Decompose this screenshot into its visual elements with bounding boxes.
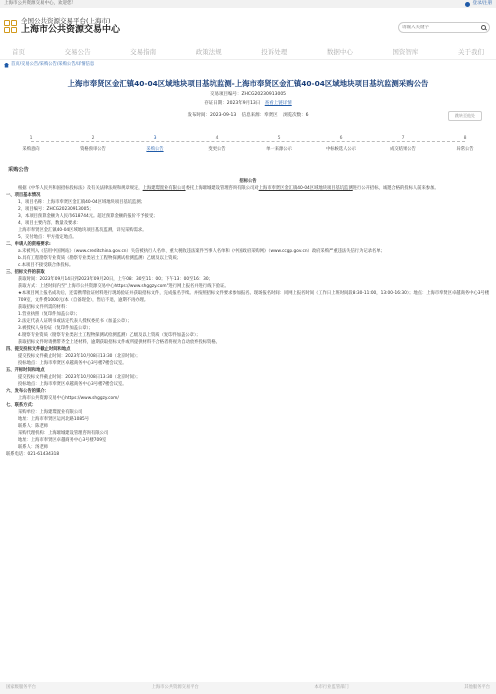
- project-code: 交易项目编号：ZHCG20230913005: [209, 92, 287, 98]
- heading-4: 四、提交投标文件截止时间和地点: [6, 347, 71, 352]
- text-line: 上海市奉贤区金汇镇40-04区域地块项目基坑监测，详见采购需求。: [18, 228, 147, 233]
- publish-time: 发布时间：2023-09-13: [187, 112, 237, 118]
- top-bar: [0, 0, 496, 8]
- home-icon[interactable]: [4, 63, 9, 68]
- heading-1: 一、项目基本情况: [6, 193, 41, 198]
- info-source: 信息来源：奉贤区: [241, 112, 278, 118]
- user-icon: [465, 2, 470, 7]
- search-icon[interactable]: [481, 25, 486, 30]
- text-line: 联系人：汤老师: [18, 445, 49, 450]
- heading-5: 五、开标时间和地点: [6, 368, 45, 373]
- text-line: 4.勘察专业资质（勘察专业类岩土工程物探测试检测监测）乙级及以上资质（复印件加盖公章）；: [18, 333, 201, 338]
- step-8[interactable]: 8 异常公告: [456, 135, 474, 153]
- text-line: 获取方式：上述时间内至"上海市公共资源交易中心https://www.shggzy.com"进行网上报名并进行线下验证。: [18, 284, 229, 289]
- footer-link-national[interactable]: 国家级服务平台: [6, 685, 37, 691]
- text-line: b.具有工程勘察专业资质（勘察专业类岩土工程物探测试检测监测）乙级及以上资质；: [18, 256, 182, 261]
- site-header: [0, 8, 496, 46]
- step-7[interactable]: 7 成交结果公告: [390, 135, 416, 153]
- main-nav: [0, 46, 496, 60]
- step-3[interactable]: 3 采购公告: [146, 135, 164, 153]
- deposit-info: [0, 101, 496, 107]
- process-steps: [0, 135, 496, 159]
- heading-2: 二、申请人的资格要求:: [6, 242, 51, 247]
- text-line: 采购代理机构：上海璀城建设管理咨询有限公司: [18, 431, 109, 436]
- heading-6: 六、发布公告的媒介：: [6, 389, 49, 394]
- text-line: 2、项目编号：ZHCG20230913005；: [18, 207, 94, 212]
- text-line: 投标地点：上海市奉贤区卓越商务中心3号楼7楼会议室。: [18, 382, 127, 387]
- nav-complaints[interactable]: 投诉处理: [261, 48, 288, 57]
- nav-about[interactable]: 关于我们: [457, 48, 484, 57]
- site-logo[interactable]: [4, 17, 120, 36]
- nav-data-center[interactable]: 数据中心: [326, 48, 353, 57]
- text-line: 2.法定代表人证明书或法定代表人授权委托书（加盖公章）；: [18, 319, 132, 324]
- text-line: ★本项目网上报名成功后，还需携带验证材料进行现场验证并获取招标文件，完成报名手续。并按照招标文件要求参加报名。现场报名时间：同网上报名时间（工作日上班时间段8:30-11:00，13:00-16:30）；地点：上海市奉贤区卓越商务中心3号楼709室，文件费1000元/本（自备现金），售后不退，逾期不再办理。: [18, 291, 490, 303]
- intro-paragraph: 根据《中华人民共和国招标投标法》及有关法律法规和规章规定，上海建璟置业有限公司委托上海璀城建设管理咨询有限公司对上海市奉贤区金汇镇40-04区域地块项目基坑监测进行公开招标，诚邀合格的投标人前来参加。: [18, 186, 439, 191]
- footer-link-other[interactable]: 其他服务平台: [464, 685, 490, 691]
- welcome-text: 上海市公共资源交易中心，欢迎您！: [4, 1, 76, 7]
- nav-notices[interactable]: 交易公告: [64, 48, 91, 57]
- text-line: c.本项目不接受联合体投标。: [18, 263, 74, 268]
- footer-link-regulators[interactable]: 本市行业监管部门: [314, 685, 349, 691]
- related-button[interactable]: 跳转至他处: [448, 111, 482, 121]
- text-line: 获取招标文件所需的材料：: [18, 305, 70, 310]
- heading-3: 三、招标文件的获取: [6, 270, 45, 275]
- text-line: 1.营业执照（复印件加盖公章）；: [18, 312, 81, 317]
- breadcrumb-text[interactable]: 首页/交易公告/采购公告/采购公告/详情信息: [11, 62, 95, 68]
- text-line: 提交投标文件截止时间：2023年10月08日13:30（北京时间）；: [18, 375, 141, 380]
- nav-policy[interactable]: 政策法规: [195, 48, 222, 57]
- notice-body: [0, 178, 496, 458]
- step-6[interactable]: 6 中标候选人公示: [325, 135, 357, 153]
- step-4[interactable]: 4 变更公告: [208, 135, 226, 153]
- deposit-date: 存证日期：2023年9月13日: [204, 100, 261, 106]
- nav-home[interactable]: 首页: [12, 48, 25, 57]
- text-line: 联系电话：021-61434318: [6, 452, 60, 457]
- logo-icon: [4, 20, 18, 34]
- text-line: 3、本项目预算金额为人民币618744元。超过预算金额的报价不予接受；: [18, 214, 158, 219]
- heading-7: 七、联系方式：: [6, 403, 37, 408]
- search-input[interactable]: [402, 25, 481, 30]
- chain-details-link[interactable]: 查看上链详情: [264, 100, 292, 106]
- nav-guide[interactable]: 交易指南: [130, 48, 157, 57]
- notice-heading: 招标公告: [239, 179, 257, 184]
- text-line: 投标地点：上海市奉贤区卓越商务中心3号楼7楼会议室。: [18, 361, 127, 366]
- text-line: 5、交付地点：甲方指定地点。: [18, 235, 77, 240]
- section-title: 采购公告: [8, 166, 29, 173]
- text-line: 1、项目名称：上海市奉贤区金汇镇40-04区域地块项目基坑监测；: [18, 200, 145, 205]
- step-2[interactable]: 2 资格预审公告: [80, 135, 106, 153]
- breadcrumb: [0, 60, 496, 70]
- publish-meta: [0, 111, 496, 121]
- footer-link-shanghai[interactable]: 上海市公共资源交易平台: [151, 685, 199, 691]
- center-name: 上海市公共资源交易中心: [21, 25, 121, 36]
- step-5[interactable]: 5 单一来源公示: [266, 135, 292, 153]
- text-line: 提交投标文件截止时间：2023年10月08日13:30（北京时间）；: [18, 354, 141, 359]
- text-line: 获取时间：2023年09月14日到2023年09月20日，上午08：30至11：00；下午13：00至16：30；: [18, 277, 213, 282]
- text-line: 3.被授权人身份证（复印件加盖公章）；: [18, 326, 93, 331]
- nav-think-tank[interactable]: 国资智库: [392, 48, 419, 57]
- view-count: 浏览次数：6: [283, 112, 309, 118]
- text-line: 获取招标文件时请携带齐全上述材料，逾期获取招标文件或所提供材料不合格者将视为自动放弃投标资格。: [18, 340, 220, 345]
- text-line: 联系人：陈老师: [18, 424, 49, 429]
- text-line: 采购单位：上海建璟置业有限公司: [18, 410, 83, 415]
- text-line: 地址：上海市奉贤区卓越商务中心3号楼709室: [18, 438, 107, 443]
- search-box: [398, 22, 490, 33]
- step-1[interactable]: 1 采购意向: [22, 135, 40, 153]
- text-line: 地址：上海市奉贤区运河北路1085号: [18, 417, 90, 422]
- text-line: 上海市公共资源交易中心https://www.shggzy.com/: [18, 396, 119, 401]
- footer: [0, 682, 496, 694]
- text-line: 4、项目主要内容、数量及要求：: [18, 221, 81, 226]
- text-line: a.未被列入《信用中国网站》（www.creditchina.gov.cn）失信被执行人名单、重大税收违法案件当事人名单和《中国政府采购网》（www.ccgp.gov.cn）政府采购严重违法失信行为记录名单；: [18, 249, 385, 254]
- login-link[interactable]: 登录/注册: [465, 1, 492, 7]
- platform-name: 全国公共资源交易平台(上海市): [21, 17, 111, 26]
- page-title: 上海市奉贤区金汇镇40-04区域地块项目基坑监测-上海市奉贤区金汇镇40-04区域地块项目基坑监测采购公告: [67, 79, 429, 88]
